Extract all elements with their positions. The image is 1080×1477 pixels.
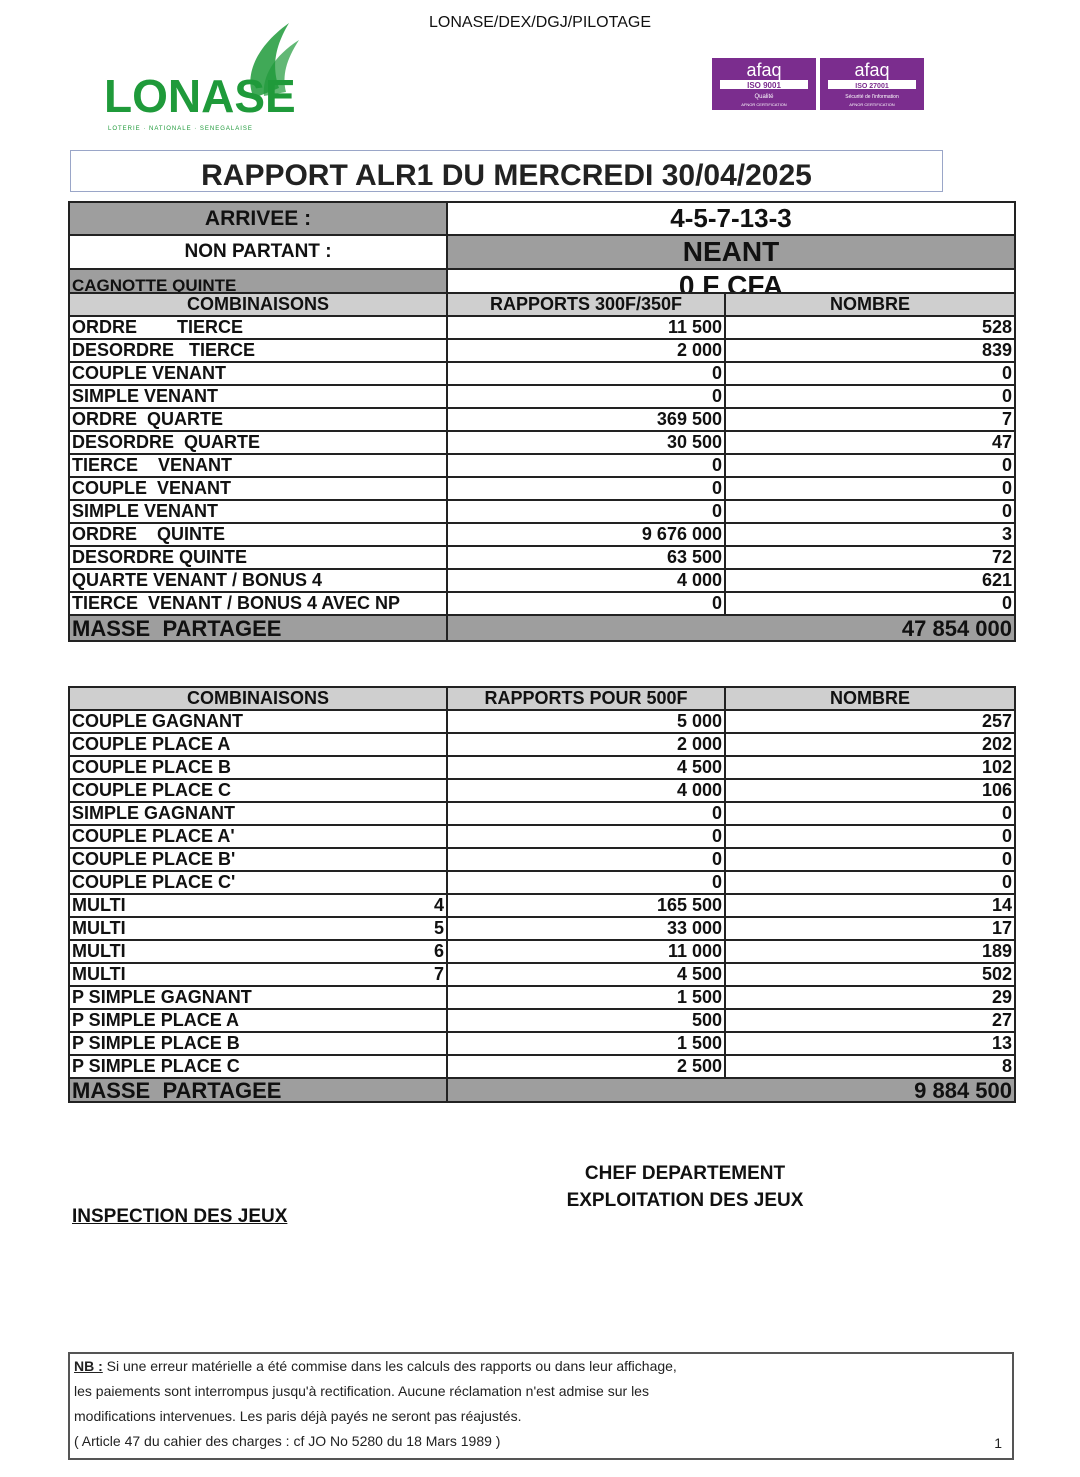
chef-title-line1: CHEF DEPARTEMENT (584, 1163, 786, 1184)
table-cell: 0 (447, 477, 725, 500)
svg-text:AFNOR CERTIFICATION: AFNOR CERTIFICATION (849, 102, 895, 107)
table-row (69, 569, 1015, 592)
masse-partagee-label: MASSE PARTAGEE (69, 615, 447, 641)
disclaimer-note (68, 1352, 1014, 1460)
afaq-certification-logo (712, 58, 924, 110)
table-cell: P SIMPLE GAGNANT (69, 986, 269, 1009)
table-cell: DESORDRE QUINTE (69, 546, 447, 569)
table-row (69, 917, 1015, 940)
masse-partagee-row (69, 615, 1015, 641)
table-cell: COUPLE PLACE C' (69, 871, 269, 894)
table-cell: 2 000 (447, 733, 725, 756)
table-cell: 27 (725, 1009, 1015, 1032)
table-cell: 0 (725, 454, 1015, 477)
table-cell: 0 (725, 871, 1015, 894)
table-cell: DESORDRE TIERCE (69, 339, 447, 362)
masse-partagee-value: 9 884 500 (447, 1078, 1015, 1102)
table-row (69, 779, 1015, 802)
table-row (69, 431, 1015, 454)
table-row (69, 316, 1015, 339)
table-cell: 14 (725, 894, 1015, 917)
svg-text:afaq: afaq (854, 60, 890, 80)
table-cell: 500 (447, 1009, 725, 1032)
table-cell (269, 1009, 447, 1032)
table-cell: 257 (725, 710, 1015, 733)
table-row (69, 825, 1015, 848)
table-cell: 5 (269, 917, 447, 940)
table-cell: MULTI (69, 894, 269, 917)
table-cell: 0 (725, 848, 1015, 871)
cagnotte-label: CAGNOTTE QUINTE (69, 269, 447, 303)
table-cell: 369 500 (447, 408, 725, 431)
table-row (69, 1032, 1015, 1055)
table-cell: 0 (725, 362, 1015, 385)
table-cell: 0 (447, 592, 725, 615)
table-cell: 13 (725, 1032, 1015, 1055)
table-row (69, 454, 1015, 477)
table-cell: 502 (725, 963, 1015, 986)
table-cell: 4 500 (447, 756, 725, 779)
table-row (69, 1055, 1015, 1078)
table-cell: 0 (447, 385, 725, 408)
table-cell: 1 500 (447, 986, 725, 1009)
table-row (69, 592, 1015, 615)
masse-partagee-label: MASSE PARTAGEE (69, 1078, 447, 1102)
table-cell: P SIMPLE PLACE B (69, 1032, 269, 1055)
table-cell: 1 500 (447, 1032, 725, 1055)
table-cell: 0 (725, 385, 1015, 408)
table-cell: 4 500 (447, 963, 725, 986)
logo-wordmark: LONASE (104, 70, 296, 122)
table-cell: 165 500 (447, 894, 725, 917)
table-cell: ORDRE QUARTE (69, 408, 447, 431)
table-row (69, 894, 1015, 917)
table-cell: 0 (447, 362, 725, 385)
table-cell: COUPLE VENANT (69, 477, 447, 500)
table-cell: COUPLE PLACE B (69, 756, 269, 779)
table-cell: MULTI (69, 940, 269, 963)
note-line: ( Article 47 du cahier des charges : cf JO No 5280 du 18 Mars 1989 ) (74, 1433, 501, 1449)
table-cell (269, 756, 447, 779)
table-cell: 0 (447, 871, 725, 894)
table-cell (269, 1055, 447, 1078)
race-info-table (68, 201, 1016, 304)
table-row (69, 339, 1015, 362)
report-title: RAPPORT ALR1 DU MERCREDI 30/04/2025 (70, 150, 943, 192)
table-row (69, 500, 1015, 523)
column-header: COMBINAISONS (69, 293, 447, 316)
table-cell: 0 (447, 825, 725, 848)
table-cell: COUPLE PLACE A (69, 733, 269, 756)
table-cell (269, 848, 447, 871)
table-cell: 102 (725, 756, 1015, 779)
non-partant-label: NON PARTANT : (69, 235, 447, 269)
table-cell: 0 (447, 500, 725, 523)
table-cell (269, 871, 447, 894)
table-cell: 839 (725, 339, 1015, 362)
table-row (69, 940, 1015, 963)
table-cell: 202 (725, 733, 1015, 756)
table-cell: 4 000 (447, 779, 725, 802)
table-cell (269, 1032, 447, 1055)
masse-partagee-value: 47 854 000 (447, 615, 1015, 641)
table-cell: DESORDRE QUARTE (69, 431, 447, 454)
table-cell (269, 779, 447, 802)
table-cell: 30 500 (447, 431, 725, 454)
table-cell: ORDRE TIERCE (69, 316, 447, 339)
table-row (69, 848, 1015, 871)
table-row (69, 1009, 1015, 1032)
table-cell: 29 (725, 986, 1015, 1009)
table-cell: 5 000 (447, 710, 725, 733)
table-cell: 0 (725, 802, 1015, 825)
table-cell: 0 (725, 592, 1015, 615)
table-cell: 528 (725, 316, 1015, 339)
lonase-logo (104, 18, 374, 136)
arrivee-value: 4-5-7-13-3 (447, 202, 1015, 235)
table-cell: SIMPLE GAGNANT (69, 802, 269, 825)
table-cell: 7 (725, 408, 1015, 431)
table-cell: SIMPLE VENANT (69, 385, 447, 408)
table-cell: 4 (269, 894, 447, 917)
table-cell: 0 (725, 825, 1015, 848)
note-label: NB : (74, 1358, 103, 1374)
rapports-table-500 (68, 686, 1016, 1103)
chef-departement-signature (540, 1160, 830, 1214)
table-cell: 8 (725, 1055, 1015, 1078)
table-cell: 9 676 000 (447, 523, 725, 546)
table-cell: ORDRE QUINTE (69, 523, 447, 546)
table-cell: 189 (725, 940, 1015, 963)
non-partant-value: NEANT (447, 235, 1015, 269)
table-cell: 63 500 (447, 546, 725, 569)
table-cell: 11 000 (447, 940, 725, 963)
table-row (69, 546, 1015, 569)
table-cell: COUPLE PLACE A' (69, 825, 269, 848)
table-cell: 2 500 (447, 1055, 725, 1078)
table-cell: 6 (269, 940, 447, 963)
column-header: RAPPORTS 300F/350F (447, 293, 725, 316)
table-cell: 7 (269, 963, 447, 986)
note-line: les paiements sont interrompus jusqu'à rectification. Aucune réclamation n'est admise sur les (74, 1383, 649, 1399)
table-cell: 3 (725, 523, 1015, 546)
table-cell: 621 (725, 569, 1015, 592)
table-cell: 11 500 (447, 316, 725, 339)
document-reference: LONASE/DEX/DGJ/PILOTAGE (429, 14, 651, 31)
table-row (69, 733, 1015, 756)
table-cell: 0 (447, 848, 725, 871)
table-cell: TIERCE VENANT / BONUS 4 AVEC NP (69, 592, 447, 615)
chef-title-line2: EXPLOITATION DES JEUX (566, 1190, 804, 1211)
table-row (69, 802, 1015, 825)
table-cell: 17 (725, 917, 1015, 940)
column-header: RAPPORTS POUR 500F (447, 687, 725, 710)
table-cell: 0 (447, 802, 725, 825)
table-cell: 0 (725, 500, 1015, 523)
svg-text:afaq: afaq (746, 60, 782, 80)
table-row (69, 523, 1015, 546)
table-row (69, 986, 1015, 1009)
table-cell: 33 000 (447, 917, 725, 940)
logo-tagline: LOTERIE · NATIONALE · SENEGALAISE (108, 126, 253, 132)
table-cell: 72 (725, 546, 1015, 569)
table-cell (269, 710, 447, 733)
table-cell: QUARTE VENANT / BONUS 4 (69, 569, 447, 592)
table-cell: COUPLE PLACE C (69, 779, 269, 802)
table-cell: 106 (725, 779, 1015, 802)
svg-text:ISO 9001: ISO 9001 (747, 81, 781, 90)
cagnotte-value: 0 F CFA (447, 269, 1015, 303)
table-cell: 47 (725, 431, 1015, 454)
table-cell (269, 986, 447, 1009)
table-cell: 2 000 (447, 339, 725, 362)
table-cell: 0 (447, 454, 725, 477)
column-header: NOMBRE (725, 293, 1015, 316)
table-cell: COUPLE VENANT (69, 362, 447, 385)
note-line: Si une erreur matérielle a été commise dans les calculs des rapports ou dans leur affichage, (102, 1358, 677, 1374)
table-cell (269, 825, 447, 848)
inspection-signature: INSPECTION DES JEUX (72, 1206, 288, 1227)
column-header: COMBINAISONS (69, 687, 447, 710)
table-row (69, 710, 1015, 733)
masse-partagee-row (69, 1078, 1015, 1102)
rapports-table-300-350 (68, 292, 1016, 642)
column-header: NOMBRE (725, 687, 1015, 710)
svg-text:Qualité: Qualité (754, 94, 774, 100)
table-cell: TIERCE VENANT (69, 454, 447, 477)
table-row (69, 963, 1015, 986)
table-cell: P SIMPLE PLACE C (69, 1055, 269, 1078)
table-row (69, 362, 1015, 385)
table-cell: MULTI (69, 963, 269, 986)
table-cell (269, 733, 447, 756)
table-cell: MULTI (69, 917, 269, 940)
table-cell: SIMPLE VENANT (69, 500, 447, 523)
table-cell: COUPLE GAGNANT (69, 710, 269, 733)
svg-text:AFNOR CERTIFICATION: AFNOR CERTIFICATION (741, 102, 787, 107)
table-row (69, 477, 1015, 500)
table-row (69, 385, 1015, 408)
arrivee-label: ARRIVEE : (69, 202, 447, 235)
note-line: modifications intervenues. Les paris déjà payés ne seront pas réajustés. (74, 1408, 522, 1424)
table-cell: COUPLE PLACE B' (69, 848, 269, 871)
table-row (69, 871, 1015, 894)
table-cell: 4 000 (447, 569, 725, 592)
table-row (69, 756, 1015, 779)
table-row (69, 408, 1015, 431)
svg-text:ISO 27001: ISO 27001 (855, 83, 889, 90)
page-number: 1 (994, 1435, 1002, 1451)
table-cell: 0 (725, 477, 1015, 500)
table-cell: P SIMPLE PLACE A (69, 1009, 269, 1032)
svg-text:Sécurité de l'information: Sécurité de l'information (845, 94, 899, 100)
table-cell (269, 802, 447, 825)
